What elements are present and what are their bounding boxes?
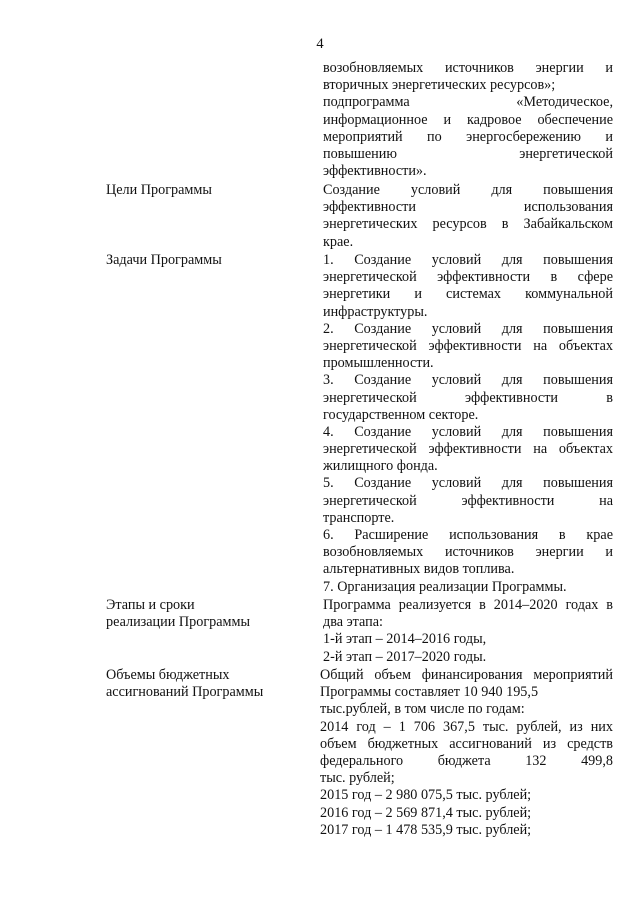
stages-line: 2-й этап – 2017–2020 годы.: [323, 648, 487, 665]
stages-label: [106, 597, 306, 631]
budget-label: [106, 667, 306, 701]
goals-line: энергетических ресурсов в Забайкальском: [323, 216, 613, 233]
tasks-line: энергетической эффективности на: [323, 492, 613, 509]
goals-line: Создание условий для повышения: [323, 182, 613, 198]
tasks-line: энергетической эффективности на объектах: [323, 337, 613, 354]
goals-line: крае.: [323, 233, 354, 250]
continuation-text: [323, 60, 613, 180]
goals-text: [323, 182, 613, 251]
stages-text: [323, 597, 613, 666]
tasks-line: 6. Расширение использования в крае: [323, 527, 613, 543]
tasks-line: 4. Создание условий для повышения: [323, 423, 613, 440]
stages-line: Программа реализуется в 2014–2020 годах в: [323, 597, 613, 613]
tasks-line: инфраструктуры.: [323, 303, 428, 320]
stages-line: 1-й этап – 2014–2016 годы,: [323, 631, 487, 648]
tasks-line: 5. Создание условий для повышения: [323, 475, 613, 492]
budget-line: 2017 год – 1 478 535,9 тыс. рублей;: [320, 821, 532, 838]
budget-line: объем бюджетных ассигнований из средств: [320, 735, 613, 752]
tasks-line: энергетической эффективности на объектах: [323, 441, 613, 458]
budget-line: Программы составляет 10 940 195,5: [320, 684, 539, 701]
continuation-line: вторичных энергетических ресурсов»;: [323, 77, 556, 94]
tasks-line: промышленности.: [323, 355, 434, 372]
budget-text: [320, 667, 613, 839]
budget-line: Общий объем финансирования мероприятий: [320, 667, 613, 683]
stages-label-line: Этапы и сроки: [106, 597, 195, 613]
tasks-line: 1. Создание условий для повышения: [323, 252, 613, 268]
continuation-line: эффективности».: [323, 163, 427, 180]
budget-line: 2014 год – 1 706 367,5 тыс. рублей, из них: [320, 718, 613, 735]
tasks-line: альтернативных видов топлива.: [323, 561, 515, 578]
page-number: 4: [316, 36, 324, 52]
budget-line: тыс.рублей, в том числе по годам:: [320, 701, 525, 718]
budget-line: 2015 год – 2 980 075,5 тыс. рублей;: [320, 787, 532, 804]
goals-line: эффективности использования: [323, 199, 613, 216]
tasks-text: [323, 252, 613, 596]
tasks-line: энергетической эффективности в сфере: [323, 269, 613, 286]
tasks-line: 2. Создание условий для повышения: [323, 320, 613, 337]
goals-label: [106, 182, 306, 199]
goals-label-line: Цели Программы: [106, 182, 212, 198]
stages-line: два этапа:: [323, 614, 383, 631]
continuation-line: повышению энергетической: [323, 145, 613, 162]
tasks-line: транспорте.: [323, 509, 395, 526]
stages-label-line: реализации Программы: [106, 614, 251, 631]
tasks-line: 3. Создание условий для повышения: [323, 372, 613, 389]
tasks-label-line: Задачи Программы: [106, 252, 222, 268]
tasks-line: жилищного фонда.: [323, 458, 438, 475]
continuation-line: мероприятий по энергосбережению и: [323, 128, 613, 145]
tasks-line: энергетической эффективности в: [323, 389, 613, 406]
budget-label-line: ассигнований Программы: [106, 684, 264, 701]
tasks-label: [106, 252, 306, 269]
budget-label-line: Объемы бюджетных: [106, 667, 230, 683]
budget-line: тыс. рублей;: [320, 770, 395, 787]
continuation-line: подпрограмма «Методическое,: [323, 94, 613, 111]
continuation-line: возобновляемых источников энергии и: [323, 60, 613, 76]
budget-line: 2016 год – 2 569 871,4 тыс. рублей;: [320, 804, 532, 821]
continuation-line: информационное и кадровое обеспечение: [323, 111, 613, 128]
tasks-line: 7. Организация реализации Программы.: [323, 578, 567, 595]
tasks-line: государственном секторе.: [323, 406, 479, 423]
tasks-line: возобновляемых источников энергии и: [323, 544, 613, 561]
budget-line: федерального бюджета 132 499,8: [320, 752, 613, 769]
tasks-line: энергетики и системах коммунальной: [323, 286, 613, 303]
